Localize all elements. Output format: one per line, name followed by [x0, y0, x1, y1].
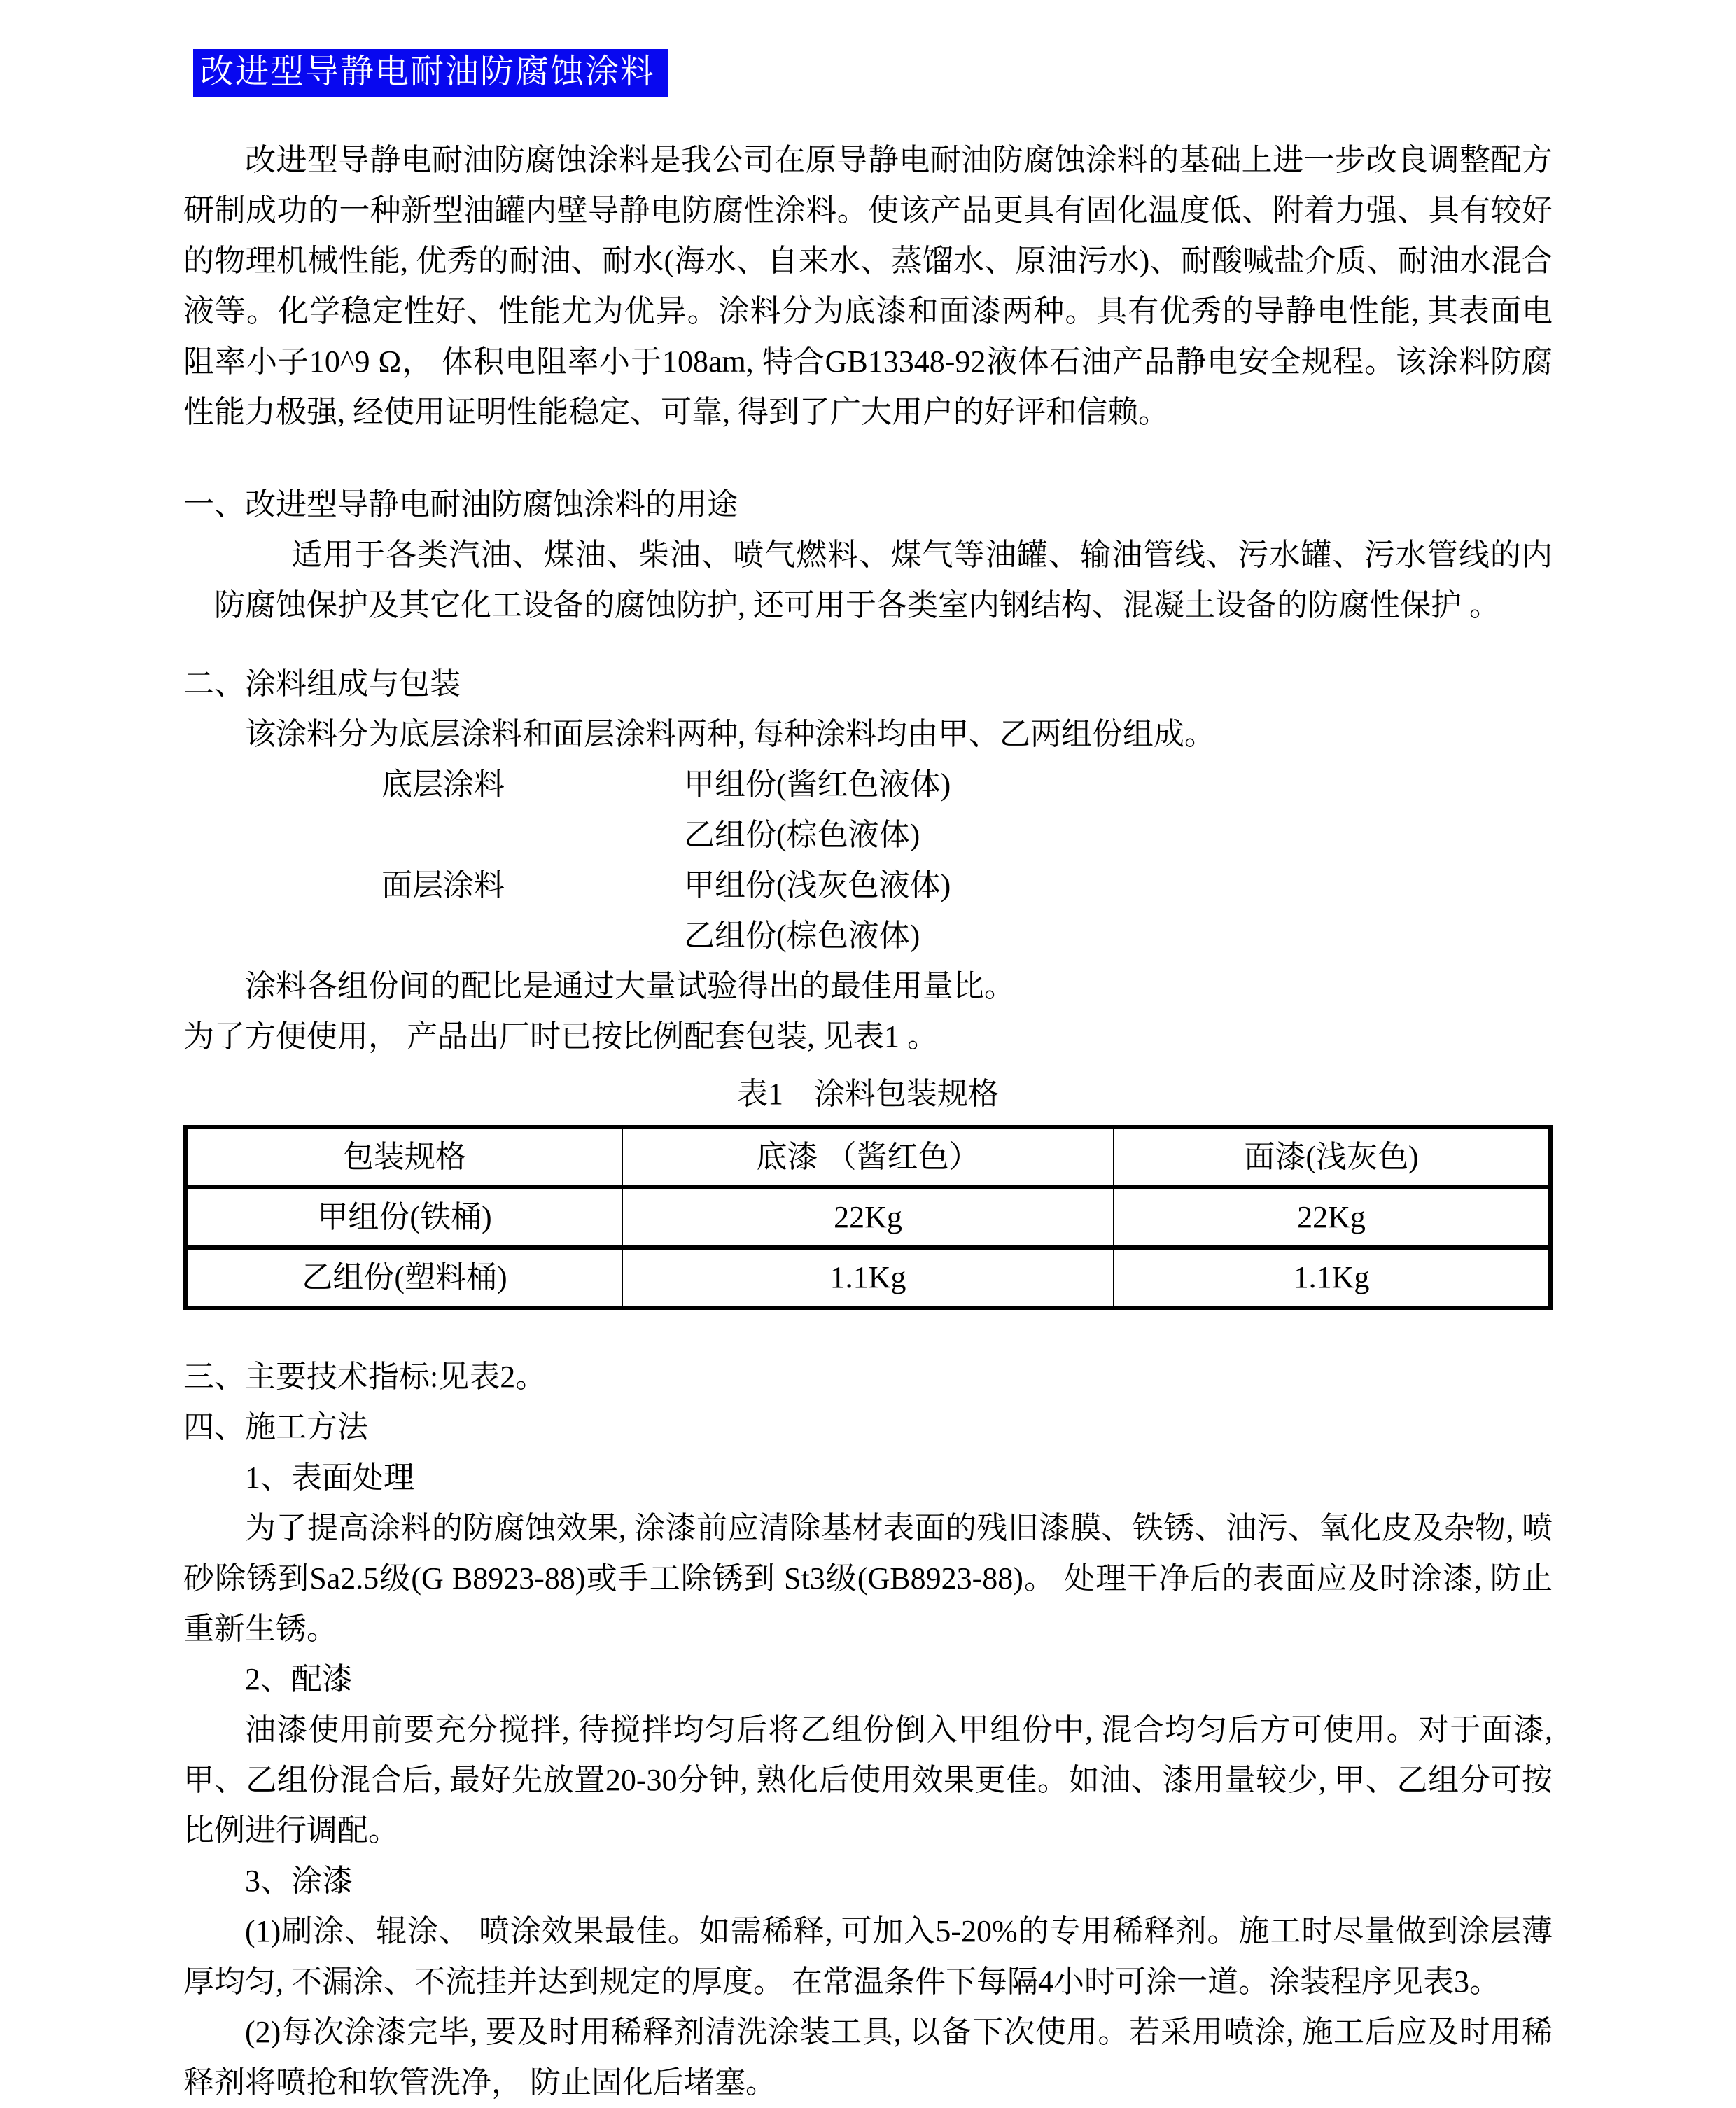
section1-body: 适用于各类汽油、煤油、柴油、喷气燃料、煤气等油罐、输油管线、污水罐、污水管线的内防腐蚀保护及其它化工设备的腐蚀防护, 还可用于各类室内钢结构、混凝土设备的防腐性保护 。: [214, 538, 1553, 622]
table-cell: 乙组份(塑料桶): [186, 1248, 622, 1308]
component-label: [382, 911, 684, 961]
section4-sub2-body: 油漆使用前要充分搅拌, 待搅拌均匀后将乙组份倒入甲组份中, 混合均匀后方可使用。对于面漆, 甲、乙组份混合后, 最好先放置20-30分钟, 熟化后使用效果更佳。如油、漆用量较少, 甲、乙组分可按比例进行调配。: [183, 1712, 1553, 1848]
table-cell: 22Kg: [622, 1187, 1114, 1248]
table1-caption: 表1 涂料包装规格: [737, 1077, 999, 1111]
component-value: 甲组份(浅灰色液体): [684, 868, 951, 902]
intro-paragraph: 改进型导静电耐油防腐蚀涂料是我公司在原导静电耐油防腐蚀涂料的基础上进一步改良调整配方研制成功的一种新型油罐内壁导静电防腐性涂料。使该产品更具有固化温度低、附着力强、具有较好的物理机械性能, 优秀的耐油、耐水(海水、自来水、蒸馏水、原油污水)、耐酸喊盐介质、耐油水混合液等。化学稳定性好、性能尤为优异。涂料分为底漆和面漆两种。具有优秀的导静电性能, 其表面电阻率小子10^9 Ω， 体积电阻率小于108am, 特合GB13348-92液体石油产品静电安全规程。该涂料防腐性能力极强, 经使用证明性能稳定、可靠, 得到了广大用户的好评和信赖。: [183, 143, 1553, 429]
table-cell: 22Kg: [1114, 1187, 1550, 1248]
table-cell: 1.1Kg: [1114, 1248, 1550, 1308]
section4-sub3-heading: 3、涂漆: [245, 1864, 353, 1898]
component-value: 乙组份(棕色液体): [684, 818, 920, 852]
document-title: 改进型导静电耐油防腐蚀涂料: [193, 49, 668, 97]
table-header-row: [186, 1127, 1550, 1187]
component-list: [183, 760, 1553, 961]
component-label: 面层涂料: [382, 868, 505, 902]
component-row: [183, 860, 1553, 911]
section4-sub1-heading: 1、表面处理: [245, 1460, 414, 1495]
section4-sub2-heading: 2、配漆: [245, 1662, 353, 1696]
document-body: [0, 135, 1736, 2108]
component-row: [183, 760, 1553, 810]
component-value: 甲组份(酱红色液体): [684, 767, 951, 802]
section2-intro: 该涂料分为底层涂料和面层涂料两种, 每种涂料均由甲、乙两组份组成。: [245, 717, 1215, 751]
section1-heading: 一、改进型导静电耐油防腐蚀涂料的用途: [183, 487, 738, 522]
component-label: [382, 810, 684, 860]
component-row: [183, 810, 1553, 860]
table-header-cell: 底漆 （酱红色）: [622, 1127, 1114, 1187]
packaging-table: [183, 1125, 1553, 1310]
section2-note1: 涂料各组份间的配比是通过大量试验得出的最佳用量比。: [245, 969, 1015, 1003]
section2-heading: 二、涂料组成与包装: [183, 666, 461, 701]
section4-sub3-item1: (1)刷涂、辊涂、 喷涂效果最佳。如需稀释, 可加入5-20%的专用稀释剂。施工时尽量做到涂层薄厚均匀, 不漏涂、不流挂并达到规定的厚度。 在常温条件下每隔4小时可涂一道。涂装程序见表3。: [183, 1914, 1553, 1999]
component-label: 底层涂料: [382, 767, 505, 802]
table-cell: 1.1Kg: [622, 1248, 1114, 1308]
component-value: 乙组份(棕色液体): [684, 919, 920, 953]
section2-note2: 为了方便使用， 产品出厂时已按比例配套包装, 见表1 。: [183, 1019, 938, 1054]
section3-heading: 三、主要技术指标:见表2。: [183, 1360, 547, 1394]
table-header-cell: 面漆(浅灰色): [1114, 1127, 1550, 1187]
component-row: [183, 911, 1553, 961]
table-cell: 甲组份(铁桶): [186, 1187, 622, 1248]
section4-sub3-item2: (2)每次涂漆完毕, 要及时用稀释剂清洗涂装工具, 以备下次使用。若采用喷涂, 施工后应及时用稀释剂将喷抢和软管洗净， 防止固化后堵塞。: [183, 2015, 1553, 2100]
section4-sub1-body: 为了提高涂料的防腐蚀效果, 涂漆前应清除基材表面的残旧漆膜、铁锈、油污、氧化皮及杂物, 喷砂除锈到Sa2.5级(G B8923-88)或手工除锈到 St3级(GB8923-88)。 处理干净后的表面应及时涂漆, 防止重新生锈。: [183, 1511, 1553, 1646]
table-row: [186, 1248, 1550, 1308]
section4-heading: 四、施工方法: [183, 1410, 368, 1444]
table-row: [186, 1187, 1550, 1248]
title-row: [0, 0, 1736, 97]
table-header-cell: 包装规格: [186, 1127, 622, 1187]
